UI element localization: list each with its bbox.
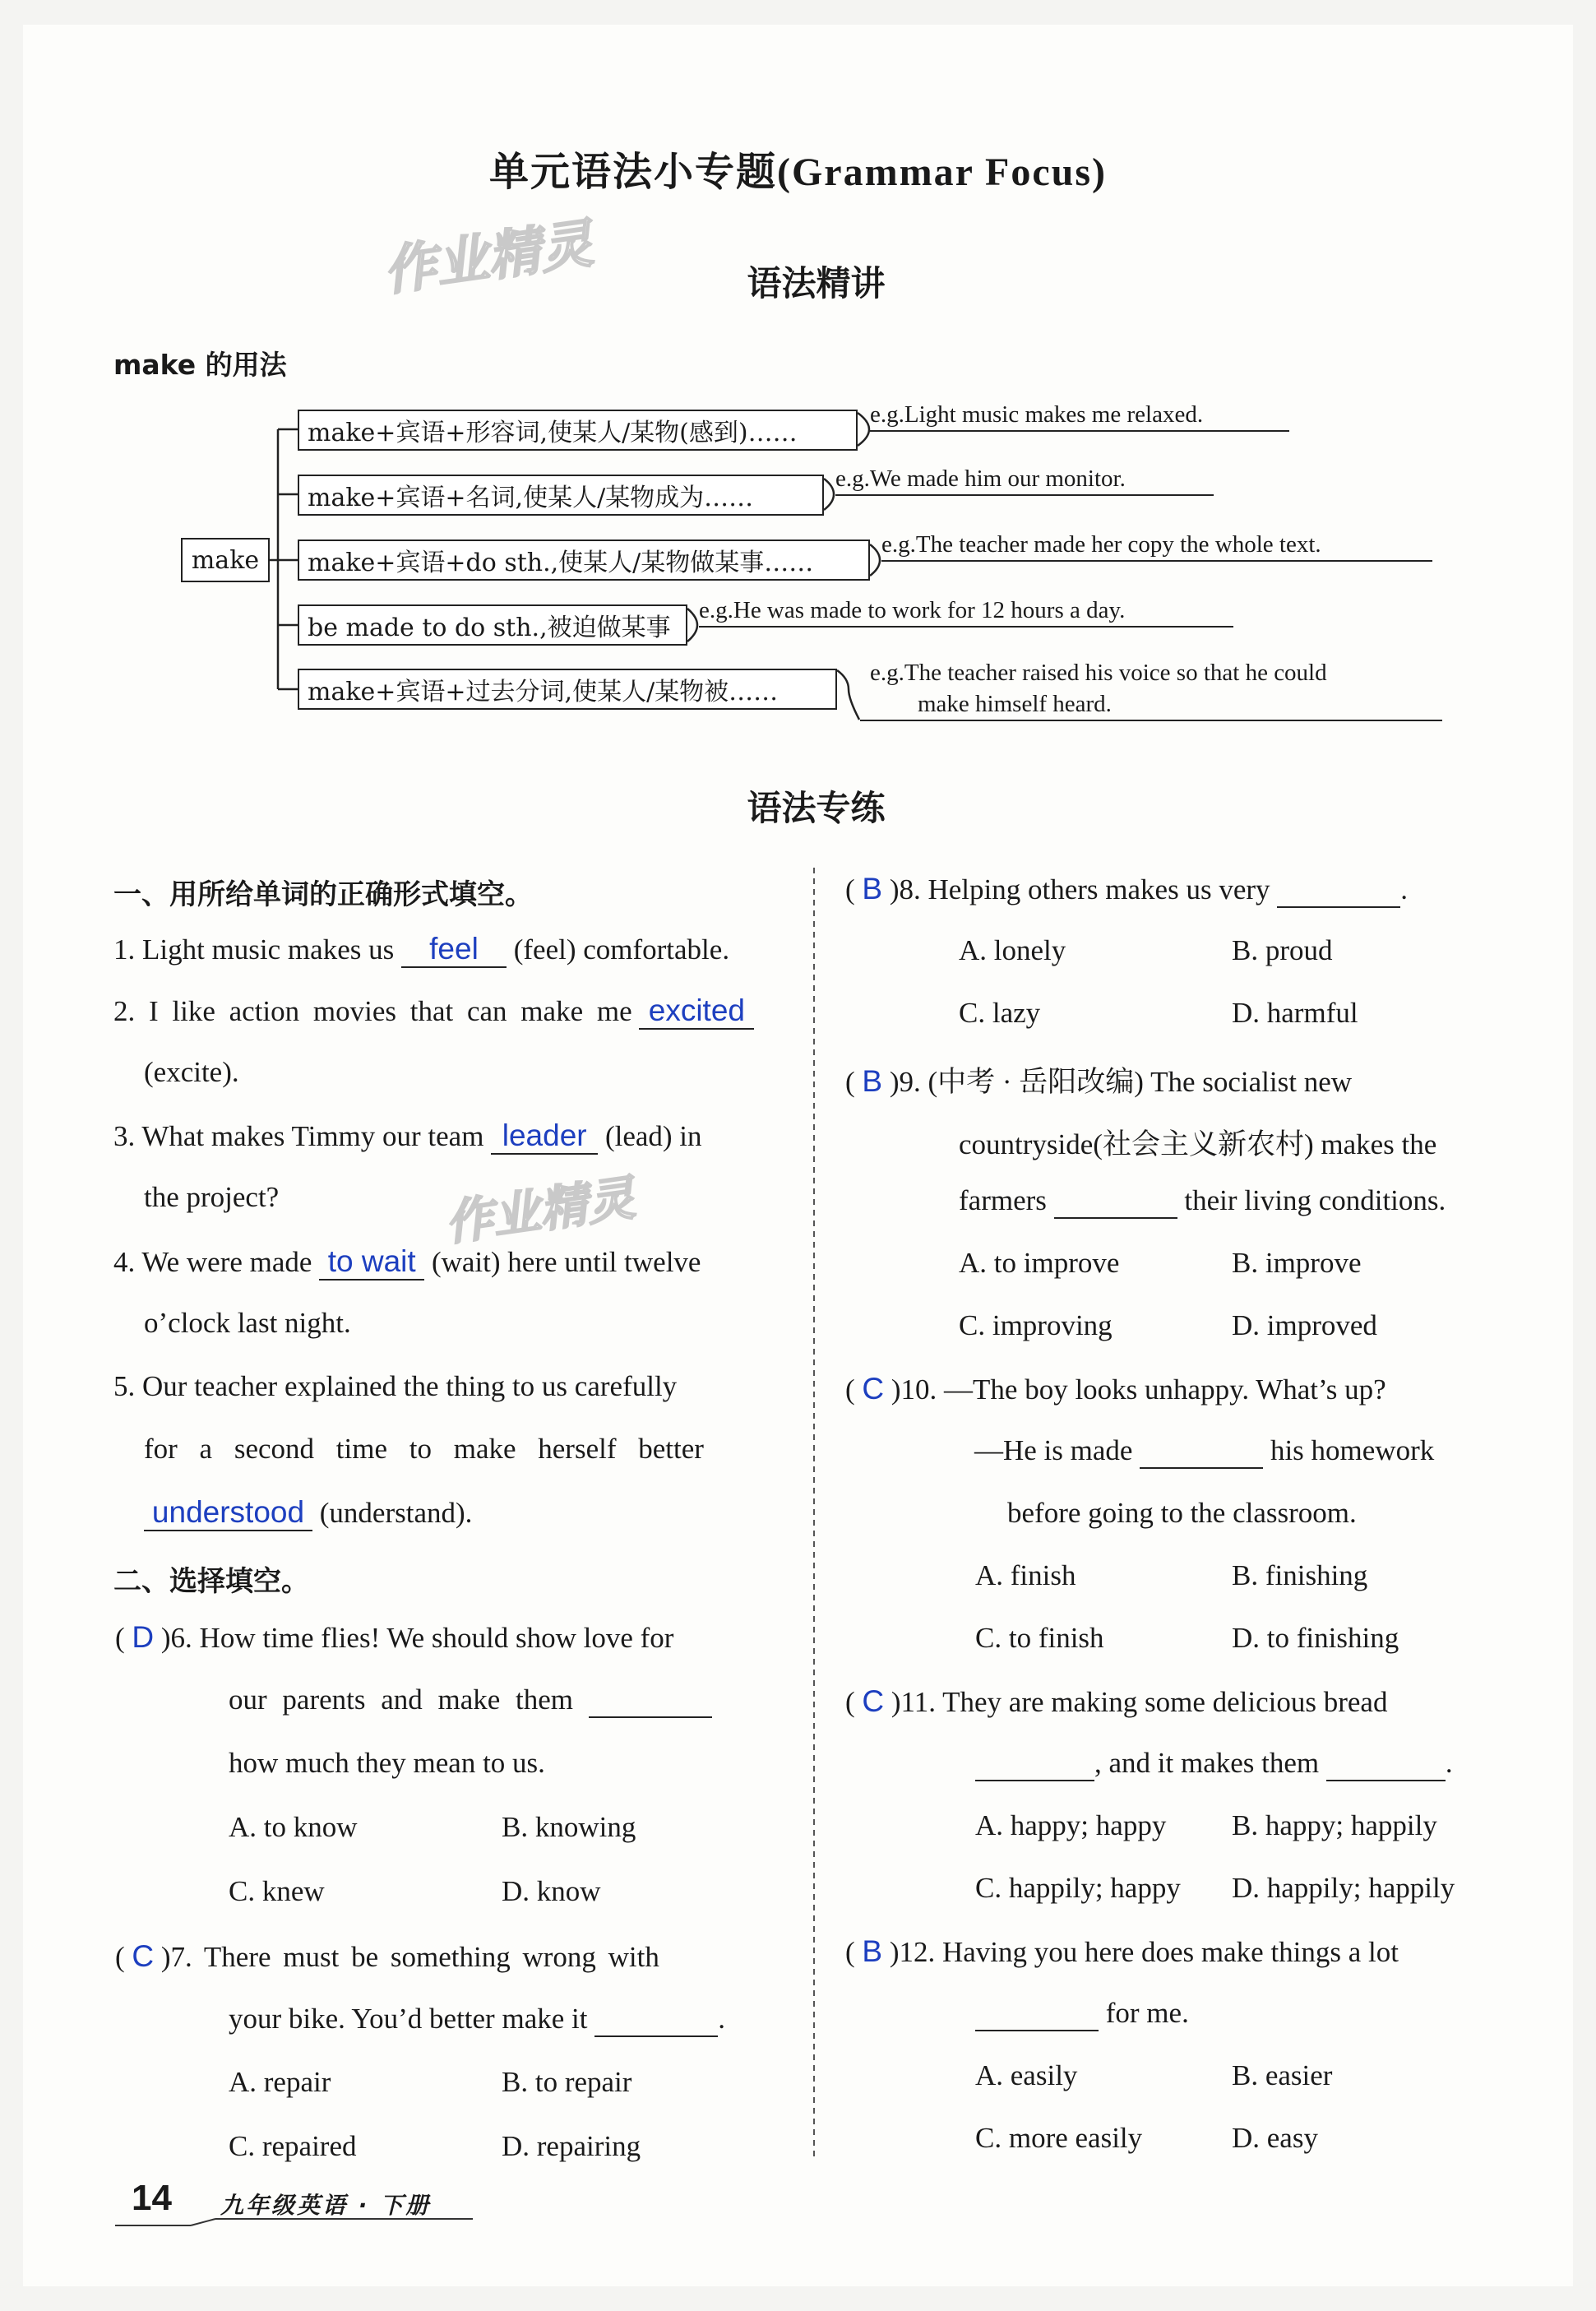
q9-answer: B xyxy=(862,1064,883,1098)
make-root-box: make xyxy=(181,538,270,582)
q10: ( C )10. —The boy looks unhappy. What’s up? xyxy=(845,1372,1386,1406)
example-3: e.g.The teacher made her copy the whole text. xyxy=(881,531,1432,562)
q6-option-a[interactable]: A. to know xyxy=(229,1811,358,1843)
rule-box-4: be made to do sth.,被迫做某事 xyxy=(298,604,687,646)
q9-line1: )9. (中考 · 岳阳改编) The socialist new xyxy=(889,1066,1353,1098)
q12-option-d[interactable]: D. easy xyxy=(1232,2122,1318,2154)
q12-option-b[interactable]: B. easier xyxy=(1232,2059,1333,2091)
q8: ( B )8. Helping others makes us very . xyxy=(845,872,1408,908)
q1-hint: (feel) comfortable. xyxy=(513,933,730,966)
q7-line1: )7. There must be something wrong with xyxy=(160,1941,659,1973)
q9: ( B )9. (中考 · 岳阳改编) The socialist new xyxy=(845,1064,1353,1098)
q10-line2b: his homework xyxy=(1270,1434,1435,1466)
q8-option-d[interactable]: D. harmful xyxy=(1232,997,1358,1029)
rule-box-2: make+宾语+名词,使某人/某物成为…… xyxy=(298,475,824,516)
rule-box-3: make+宾语+do sth.,使某人/某物做某事…… xyxy=(298,540,870,581)
q4-hint: (wait) here until twelve xyxy=(431,1246,701,1278)
q11-option-d[interactable]: D. happily; happily xyxy=(1232,1872,1455,1904)
q12-option-a[interactable]: A. easily xyxy=(975,2059,1078,2091)
q10-line3: before going to the classroom. xyxy=(1007,1497,1357,1529)
q9-line2: countryside(社会主义新农村) makes the xyxy=(959,1128,1437,1160)
q12-answer: B xyxy=(862,1934,883,1968)
q10-option-a[interactable]: A. finish xyxy=(975,1559,1076,1591)
q6-line2-text: our parents and make them xyxy=(229,1683,574,1716)
q10-option-d[interactable]: D. to finishing xyxy=(1232,1622,1399,1654)
q6-line1: )6. How time flies! We should show love for xyxy=(160,1622,674,1654)
q9-option-a[interactable]: A. to improve xyxy=(959,1247,1120,1279)
q1-answer: feel xyxy=(429,932,479,966)
q7-option-a[interactable]: A. repair xyxy=(229,2066,331,2098)
example-2: e.g.We made him our monitor. xyxy=(835,465,1214,496)
q4-answer: to wait xyxy=(327,1244,416,1278)
q3-line2: the project? xyxy=(144,1181,280,1213)
q8-option-b[interactable]: B. proud xyxy=(1232,934,1333,966)
part1-heading: 一、用所给单词的正确形式填空。 xyxy=(113,878,533,911)
q12: ( B )12. Having you here does make things a lot xyxy=(845,1934,1399,1968)
q2-line2: (excite). xyxy=(144,1056,239,1088)
q10-option-b[interactable]: B. finishing xyxy=(1232,1559,1368,1591)
q6-option-c[interactable]: C. knew xyxy=(229,1875,325,1907)
q6-line3: how much they mean to us. xyxy=(229,1747,545,1779)
q9-line3a: farmers xyxy=(959,1184,1047,1216)
page-title: 单元语法小专题(Grammar Focus) xyxy=(488,151,1108,194)
q4-line2: o’clock last night. xyxy=(144,1307,351,1339)
q11-line1: )11. They are making some delicious bread xyxy=(891,1686,1388,1718)
q6-answer: D xyxy=(132,1620,155,1654)
make-usage-label: make 的用法 xyxy=(113,349,287,381)
watermark-2: 作业精灵 xyxy=(442,1169,639,1252)
book-title: 九年级英语 · 下册 xyxy=(220,2192,432,2219)
q8-option-a[interactable]: A. lonely xyxy=(959,934,1066,966)
q12-line1: )12. Having you here does make things a lot xyxy=(889,1936,1399,1968)
q3-text: 3. What makes Timmy our team xyxy=(113,1120,484,1152)
q10-answer: C xyxy=(862,1372,885,1406)
q5-line2: for a second time to make herself better xyxy=(144,1433,704,1465)
q9-option-c[interactable]: C. improving xyxy=(959,1309,1113,1341)
q6: ( D )6. How time flies! We should show love for xyxy=(115,1620,674,1654)
q10-option-c[interactable]: C. to finish xyxy=(975,1622,1104,1654)
rule-box-5: make+宾语+过去分词,使某人/某物被…… xyxy=(298,669,837,710)
q7-line2: your bike. You’d better make it . xyxy=(229,2003,725,2037)
q2-answer: excited xyxy=(648,993,745,1027)
q7-option-b[interactable]: B. to repair xyxy=(502,2066,632,2098)
example-5-line2: make himself heard. xyxy=(860,691,1442,721)
q5-line1: 5. Our teacher explained the thing to us carefully xyxy=(113,1370,678,1402)
q11-option-b[interactable]: B. happy; happily xyxy=(1232,1809,1437,1841)
q12-option-c[interactable]: C. more easily xyxy=(975,2122,1143,2154)
q8-option-c[interactable]: C. lazy xyxy=(959,997,1041,1029)
watermark: 作业精灵 xyxy=(379,213,597,303)
q5-hint: (understand). xyxy=(319,1497,473,1529)
q6-option-d[interactable]: D. know xyxy=(502,1875,601,1907)
q11-line2-text: , and it makes them xyxy=(1094,1747,1320,1779)
page-number: 14 xyxy=(132,2178,172,2218)
q5-answer: understood xyxy=(151,1495,305,1529)
q7-answer: C xyxy=(132,1939,155,1973)
q11: ( C )11. They are making some delicious bread xyxy=(845,1684,1388,1718)
q9-option-d[interactable]: D. improved xyxy=(1232,1309,1377,1341)
q7: ( C )7. There must be something wrong with xyxy=(115,1939,659,1973)
q4-text: 4. We were made xyxy=(113,1246,312,1278)
q6-option-b[interactable]: B. knowing xyxy=(502,1811,636,1843)
section-grammar-explanation: 语法精讲 xyxy=(747,263,886,303)
q11-option-a[interactable]: A. happy; happy xyxy=(975,1809,1167,1841)
q11-option-c[interactable]: C. happily; happy xyxy=(975,1872,1181,1904)
q9-line3b: their living conditions. xyxy=(1184,1184,1446,1216)
q7-line2-text: your bike. You’d better make it xyxy=(229,2003,588,2035)
q1-text: 1. Light music makes us xyxy=(113,933,395,966)
q7-option-d[interactable]: D. repairing xyxy=(502,2130,641,2162)
q3-hint: (lead) in xyxy=(604,1120,702,1152)
q8-answer: B xyxy=(862,872,883,905)
example-5-line1: e.g.The teacher raised his voice so that he could xyxy=(870,660,1327,686)
section-grammar-practice: 语法专练 xyxy=(747,788,886,828)
rule-box-1: make+宾语+形容词,使某人/某物(感到)…… xyxy=(298,410,858,451)
q12-line2-text: for me. xyxy=(1105,1997,1189,2029)
q9-option-b[interactable]: B. improve xyxy=(1232,1247,1362,1279)
part2-heading: 二、选择填空。 xyxy=(113,1565,309,1598)
q8-line1: )8. Helping others makes us very xyxy=(889,873,1270,905)
q7-option-c[interactable]: C. repaired xyxy=(229,2130,357,2162)
q3-answer: leader xyxy=(502,1118,587,1152)
q11-answer: C xyxy=(862,1684,885,1718)
q10-line2a: —He is made xyxy=(974,1434,1133,1466)
q10-line1: )10. —The boy looks unhappy. What’s up? xyxy=(891,1373,1386,1406)
example-1: e.g.Light music makes me relaxed. xyxy=(870,401,1289,432)
q11-line2: , and it makes them . xyxy=(975,1747,1453,1781)
q2-text: 2. I like action movies that can make me xyxy=(113,995,632,1027)
example-4: e.g.He was made to work for 12 hours a day. xyxy=(699,597,1233,628)
